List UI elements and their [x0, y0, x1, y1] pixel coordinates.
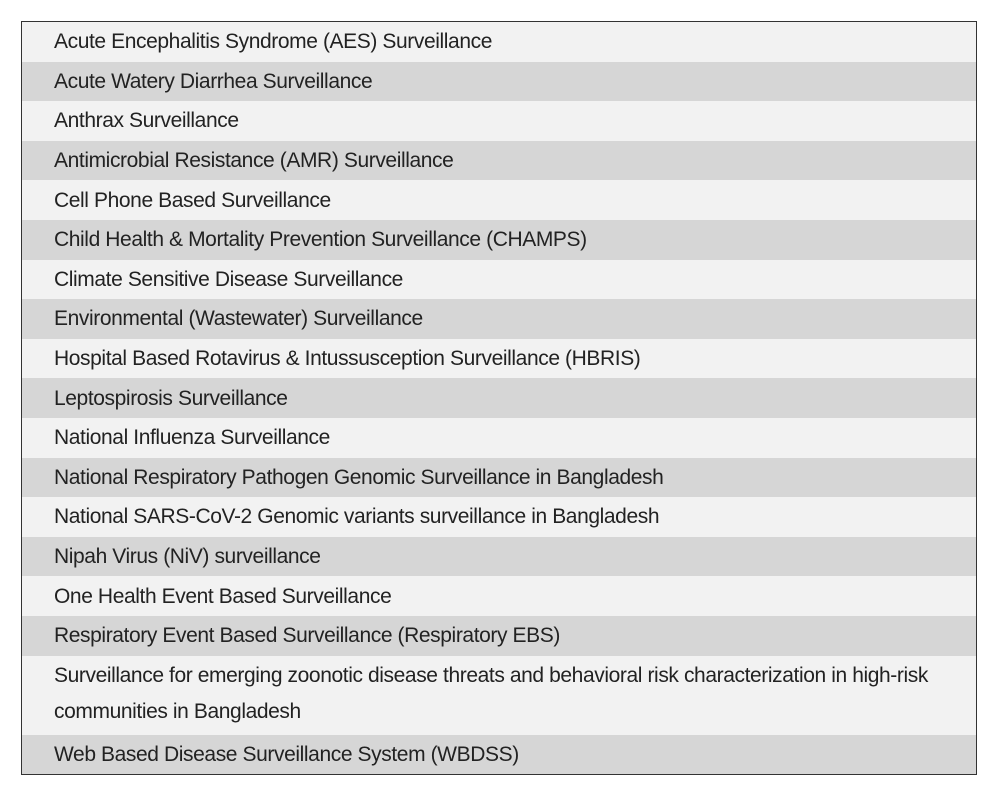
list-item: [22, 418, 976, 458]
list-item: [22, 141, 976, 181]
list-item-label: One Health Event Based Surveillance: [54, 584, 392, 608]
surveillance-list-table: [21, 21, 977, 775]
list-item-label: Respiratory Event Based Surveillance (Respiratory EBS): [54, 624, 560, 648]
list-item: [22, 656, 976, 735]
list-item: [22, 497, 976, 537]
list-item-label: National Influenza Surveillance: [54, 426, 330, 450]
list-item-label: Child Health & Mortality Prevention Surveillance (CHAMPS): [54, 228, 587, 252]
list-item: [22, 339, 976, 379]
list-item: [22, 537, 976, 577]
list-item: [22, 22, 976, 62]
list-item-label: Anthrax Surveillance: [54, 109, 239, 133]
list-item: [22, 260, 976, 300]
list-item-label: Hospital Based Rotavirus & Intussusception Surveillance (HBRIS): [54, 347, 641, 371]
list-item: [22, 180, 976, 220]
list-item-label: Web Based Disease Surveillance System (WBDSS): [54, 742, 519, 766]
list-item-label: National SARS-CoV-2 Genomic variants surveillance in Bangladesh: [54, 505, 660, 529]
list-item: [22, 458, 976, 498]
list-item: [22, 220, 976, 260]
list-item: [22, 735, 976, 775]
list-item-label: Climate Sensitive Disease Surveillance: [54, 267, 403, 291]
list-item-label: Acute Watery Diarrhea Surveillance: [54, 69, 373, 93]
list-item: [22, 576, 976, 616]
list-item: [22, 101, 976, 141]
list-item-label: National Respiratory Pathogen Genomic Surveillance in Bangladesh: [54, 465, 664, 489]
list-item: [22, 62, 976, 102]
list-item: [22, 616, 976, 656]
list-item: [22, 378, 976, 418]
list-item: [22, 299, 976, 339]
list-item-label: Acute Encephalitis Syndrome (AES) Surveillance: [54, 30, 492, 54]
list-item-label: Cell Phone Based Surveillance: [54, 188, 331, 212]
list-item-label: Leptospirosis Surveillance: [54, 386, 288, 410]
list-item-label: Nipah Virus (NiV) surveillance: [54, 545, 321, 569]
list-item-label: Surveillance for emerging zoonotic disease threats and behavioral risk characterization in high-risk communities in Bangladesh: [54, 663, 928, 723]
list-item-label: Antimicrobial Resistance (AMR) Surveillance: [54, 149, 454, 173]
list-item-label: Environmental (Wastewater) Surveillance: [54, 307, 423, 331]
